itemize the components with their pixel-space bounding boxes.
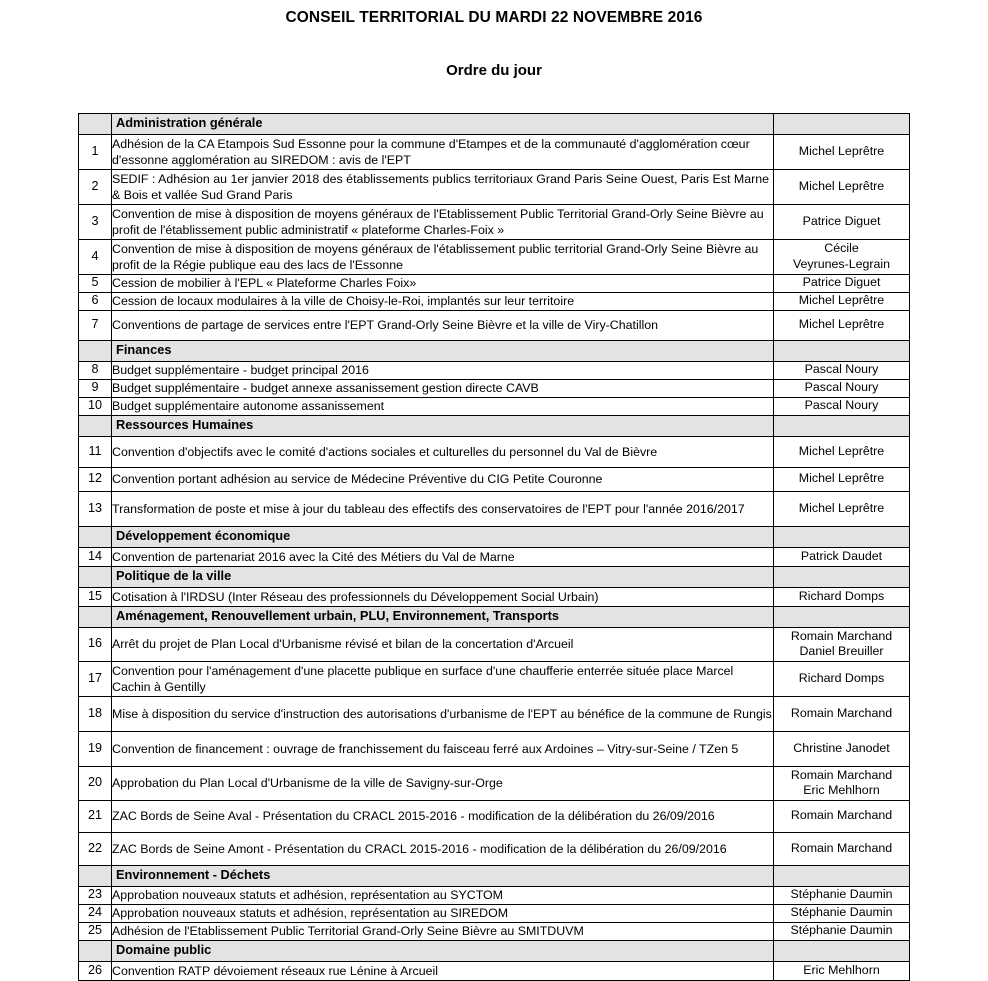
agenda-table-container — [0, 113, 988, 981]
section-number-cell — [79, 340, 112, 361]
table-row — [79, 310, 910, 340]
section-header-row — [79, 566, 910, 587]
item-title: Mise à disposition du service d'instruction des autorisations d'urbanisme de l'EPT au bénéfice de la commune de Rungis — [112, 696, 774, 731]
section-owner-cell — [774, 415, 910, 436]
item-owner — [774, 627, 910, 661]
section-owner-cell — [774, 566, 910, 587]
section-owner-cell — [774, 606, 910, 627]
page-title: CONSEIL TERRITORIAL DU MARDI 22 NOVEMBRE 2016 — [285, 9, 703, 26]
item-title: Arrêt du projet de Plan Local d'Urbanisme révisé et bilan de la concertation d'Arcueil — [112, 627, 774, 661]
item-owner: Romain Marchand — [774, 696, 910, 731]
table-row — [79, 292, 910, 310]
item-owner: Michel Leprêtre — [774, 310, 910, 340]
item-owner: Michel Leprêtre — [774, 436, 910, 467]
item-title: Cession de locaux modulaires à la ville de Choisy-le-Roi, implantés sur leur territoire — [112, 292, 774, 310]
item-owner-line: Daniel Breuiller — [799, 644, 884, 659]
item-owner: Patrice Diguet — [774, 274, 910, 292]
table-row — [79, 961, 910, 980]
section-owner-cell — [774, 113, 910, 134]
item-number: 5 — [79, 274, 112, 292]
section-number-cell — [79, 113, 112, 134]
table-row — [79, 587, 910, 606]
section-number-cell — [79, 526, 112, 547]
item-number: 17 — [79, 661, 112, 696]
item-title: Convention de mise à disposition de moyens généraux de l'Etablissement Public Territorial Grand-Orly Seine Bièvre au profit de l'établissement public administratif « plateforme Charles-Foix » — [112, 204, 774, 239]
item-title: Budget supplémentaire - budget principal 2016 — [112, 361, 774, 379]
table-row — [79, 491, 910, 526]
table-row — [79, 547, 910, 566]
section-number-cell — [79, 940, 112, 961]
item-owner: Pascal Noury — [774, 361, 910, 379]
section-header-row — [79, 415, 910, 436]
item-title: Transformation de poste et mise à jour du tableau des effectifs des conservatoires de l'EPT pour l'année 2016/2017 — [112, 491, 774, 526]
table-row — [79, 134, 910, 169]
item-owner: Patrick Daudet — [774, 547, 910, 566]
table-row — [79, 766, 910, 800]
item-title: Convention de mise à disposition de moyens généraux de l'établissement public territorial Grand-Orly Seine Bièvre au profit de la Régie publique eau des lacs de l'Essonne — [112, 239, 774, 274]
item-number: 24 — [79, 904, 112, 922]
item-owner: Pascal Noury — [774, 379, 910, 397]
section-title: Politique de la ville — [112, 566, 774, 587]
item-owner: Richard Domps — [774, 661, 910, 696]
section-title: Administration générale — [112, 113, 774, 134]
table-row — [79, 204, 910, 239]
item-title: SEDIF : Adhésion au 1er janvier 2018 des établissements publics territoriaux Grand Paris Seine Ouest, Paris Est Marne & Bois et vallée Sud Grand Paris — [112, 169, 774, 204]
item-number: 16 — [79, 627, 112, 661]
section-title: Domaine public — [112, 940, 774, 961]
table-row — [79, 239, 910, 274]
item-number: 22 — [79, 832, 112, 865]
item-owner: Stéphanie Daumin — [774, 904, 910, 922]
item-number: 21 — [79, 800, 112, 832]
section-header-row — [79, 865, 910, 886]
section-header-row — [79, 940, 910, 961]
item-title: Convention pour l'aménagement d'une placette publique en surface d'une chaufferie enterrée située place Marcel Cachin à Gentilly — [112, 661, 774, 696]
item-title: Approbation du Plan Local d'Urbanisme de la ville de Savigny-sur-Orge — [112, 766, 774, 800]
table-row — [79, 904, 910, 922]
item-number: 9 — [79, 379, 112, 397]
item-number: 15 — [79, 587, 112, 606]
document-page — [0, 9, 988, 978]
item-number: 19 — [79, 731, 112, 766]
item-owner: Romain Marchand — [774, 832, 910, 865]
item-title: Convention RATP dévoiement réseaux rue Lénine à Arcueil — [112, 961, 774, 980]
item-owner: Michel Leprêtre — [774, 169, 910, 204]
table-row — [79, 274, 910, 292]
item-title: Adhésion de l'Etablissement Public Territorial Grand-Orly Seine Bièvre au SMITDUVM — [112, 922, 774, 940]
item-title: Convention portant adhésion au service de Médecine Préventive du CIG Petite Couronne — [112, 467, 774, 491]
item-title: Adhésion de la CA Etampois Sud Essonne pour la commune d'Etampes et de la communauté d'agglomération cœur d'essonne agglomération au SIREDOM : avis de l'EPT — [112, 134, 774, 169]
item-owner-line: Veyrunes-Legrain — [792, 256, 891, 271]
item-number: 13 — [79, 491, 112, 526]
section-owner-cell — [774, 526, 910, 547]
item-title: Convention de financement : ouvrage de franchissement du faisceau ferré aux Ardoines – Vitry-sur-Seine / TZen 5 — [112, 731, 774, 766]
section-header-row — [79, 606, 910, 627]
item-owner-line: Eric Mehlhorn — [803, 783, 880, 798]
item-title: Convention de partenariat 2016 avec la Cité des Métiers du Val de Marne — [112, 547, 774, 566]
item-number: 26 — [79, 961, 112, 980]
item-title: ZAC Bords de Seine Amont - Présentation du CRACL 2015-2016 - modification de la délibération du 26/09/2016 — [112, 832, 774, 865]
section-owner-cell — [774, 940, 910, 961]
agenda-table-body — [79, 113, 910, 980]
item-owner: Michel Leprêtre — [774, 292, 910, 310]
item-owner: Richard Domps — [774, 587, 910, 606]
item-owner-line: Romain Marchand — [790, 767, 893, 782]
item-number: 8 — [79, 361, 112, 379]
section-title: Aménagement, Renouvellement urbain, PLU, Environnement, Transports — [112, 606, 774, 627]
item-number: 25 — [79, 922, 112, 940]
item-title: Cotisation à l'IRDSU (Inter Réseau des professionnels du Développement Social Urbain) — [112, 587, 774, 606]
section-header-row — [79, 526, 910, 547]
section-owner-cell — [774, 340, 910, 361]
item-title: Budget supplémentaire - budget annexe assanissement gestion directe CAVB — [112, 379, 774, 397]
section-number-cell — [79, 415, 112, 436]
item-owner — [774, 239, 910, 274]
item-number: 20 — [79, 766, 112, 800]
page-subtitle: Ordre du jour — [446, 61, 542, 79]
item-number: 12 — [79, 467, 112, 491]
item-owner: Christine Janodet — [774, 731, 910, 766]
item-number: 4 — [79, 239, 112, 274]
item-number: 6 — [79, 292, 112, 310]
item-owner: Michel Leprêtre — [774, 467, 910, 491]
item-owner-line: Romain Marchand — [790, 628, 893, 643]
table-row — [79, 886, 910, 904]
item-number: 2 — [79, 169, 112, 204]
table-row — [79, 627, 910, 661]
section-header-row — [79, 340, 910, 361]
section-number-cell — [79, 606, 112, 627]
item-title: Convention d'objectifs avec le comité d'actions sociales et culturelles du personnel du Val de Bièvre — [112, 436, 774, 467]
table-row — [79, 436, 910, 467]
item-owner: Michel Leprêtre — [774, 134, 910, 169]
item-title: ZAC Bords de Seine Aval - Présentation du CRACL 2015-2016 - modification de la délibération du 26/09/2016 — [112, 800, 774, 832]
section-owner-cell — [774, 865, 910, 886]
table-row — [79, 361, 910, 379]
item-owner-line: Cécile — [824, 241, 859, 256]
item-number: 1 — [79, 134, 112, 169]
section-header-row — [79, 113, 910, 134]
item-title: Cession de mobilier à l'EPL « Plateforme Charles Foix» — [112, 274, 774, 292]
table-row — [79, 832, 910, 865]
table-row — [79, 169, 910, 204]
item-number: 14 — [79, 547, 112, 566]
section-number-cell — [79, 865, 112, 886]
table-row — [79, 397, 910, 415]
item-number: 11 — [79, 436, 112, 467]
item-number: 3 — [79, 204, 112, 239]
item-number: 7 — [79, 310, 112, 340]
table-row — [79, 731, 910, 766]
section-title: Développement économique — [112, 526, 774, 547]
item-title: Conventions de partage de services entre l'EPT Grand-Orly Seine Bièvre et la ville de Viry-Chatillon — [112, 310, 774, 340]
section-title: Finances — [112, 340, 774, 361]
table-row — [79, 467, 910, 491]
item-owner — [774, 766, 910, 800]
agenda-table — [78, 113, 910, 981]
section-number-cell — [79, 566, 112, 587]
item-title: Approbation nouveaux statuts et adhésion, représentation au SYCTOM — [112, 886, 774, 904]
item-owner: Patrice Diguet — [774, 204, 910, 239]
item-owner: Michel Leprêtre — [774, 491, 910, 526]
table-row — [79, 800, 910, 832]
table-row — [79, 922, 910, 940]
section-title: Environnement - Déchets — [112, 865, 774, 886]
item-number: 18 — [79, 696, 112, 731]
table-row — [79, 379, 910, 397]
item-owner: Romain Marchand — [774, 800, 910, 832]
item-owner: Pascal Noury — [774, 397, 910, 415]
item-owner: Eric Mehlhorn — [774, 961, 910, 980]
item-number: 23 — [79, 886, 112, 904]
item-number: 10 — [79, 397, 112, 415]
table-row — [79, 696, 910, 731]
item-title: Approbation nouveaux statuts et adhésion, représentation au SIREDOM — [112, 904, 774, 922]
section-title: Ressources Humaines — [112, 415, 774, 436]
table-row — [79, 661, 910, 696]
item-owner: Stéphanie Daumin — [774, 886, 910, 904]
item-title: Budget supplémentaire autonome assanissement — [112, 397, 774, 415]
item-owner: Stéphanie Daumin — [774, 922, 910, 940]
